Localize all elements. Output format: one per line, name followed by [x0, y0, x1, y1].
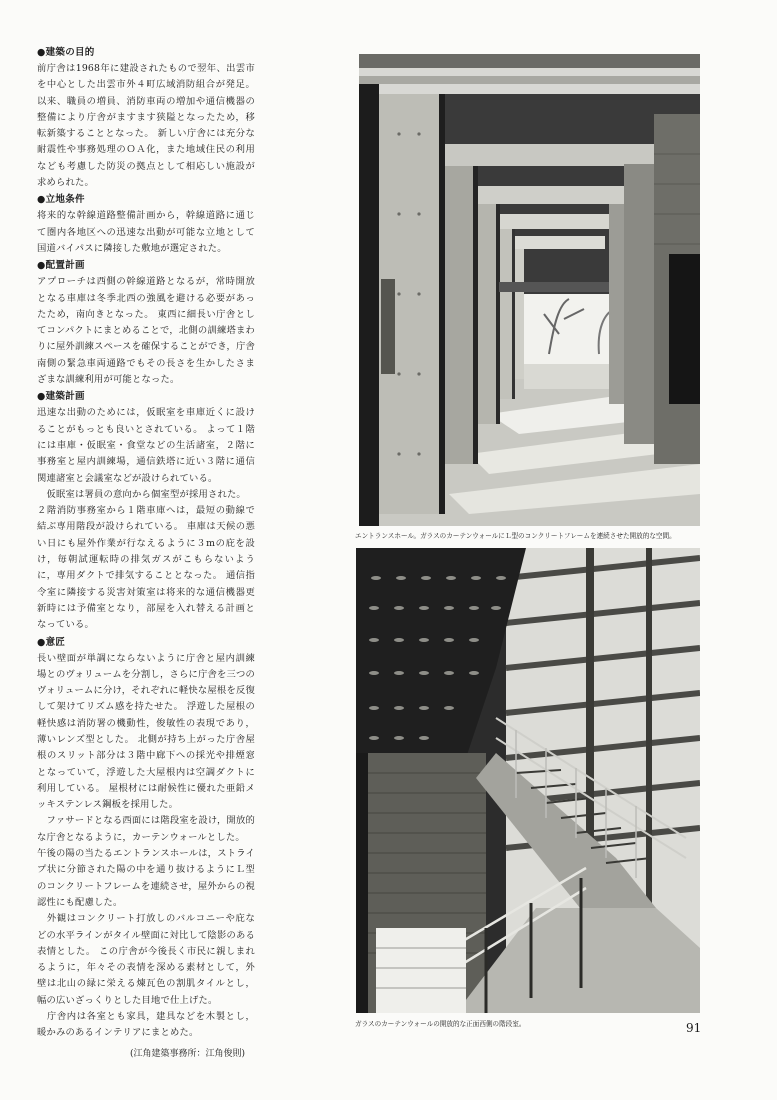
text-column [37, 44, 255, 1062]
section-design [37, 634, 255, 1042]
entrance-hall-caption: エントランスホール。ガラスのカーテンウォールにＬ型のコンクリートフレームを連続させた開放的な空間。 [355, 532, 676, 540]
stairwell-caption: ガラスのカーテンウォールの開放的な正面西側の階段室。 [355, 1020, 526, 1028]
body-paragraph: 仮眠室は署員の意向から個室型が採用された。 [37, 488, 246, 500]
section-purpose [37, 44, 255, 191]
body-paragraph: 外観はコンクリート打放しのバルコニーや庇などの水平ラインがタイル壁面に対比して陰影のある表情とした。 この庁舎が今後長く市民に親しまれるように，年々その表情を深める素材として，外壁は北山の緑に栄える煉瓦色の割肌タイルとし，幅の広いざっくりとした目地で仕上げた。 [37, 913, 255, 1006]
section-heading: ●意匠 [37, 636, 66, 648]
page-number: 91 [686, 1021, 702, 1035]
section-heading: ●配置計画 [37, 260, 85, 272]
entrance-hall-photo [359, 54, 700, 526]
section-layout [37, 257, 255, 388]
body-paragraph: アプローチは西側の幹線道路となるが，常時開放となる車庫は冬季北西の強風を避ける必要があったため，南向きとなった。 東西に細長い庁舎としてコンパクトにまとめることで，北側の訓練塔まわりに屋外訓練スペースを確保することができ，庁舎南側の緊急車両通路でもその長さを生かしたさまざまな訓練利用が可能となった。 [37, 276, 255, 386]
body-paragraph: 庁舎内は各室とも家具，建具などを木製とし，暖かみのあるインテリアにまとめた。 [37, 1011, 255, 1039]
section-architecture [37, 388, 255, 633]
stairwell-photo [356, 548, 700, 1013]
body-paragraph: 前庁舎は1968年に建設されたもので翌年、出雲市を中心とした出雲市外４町広域消防組合が発足。 以来、職員の増員、消防車両の増加や通信機器の整備により庁舎がますます狭隘となったため，移転新築することとなった。 新しい庁舎には充分な耐震性や事務処理のＯＡ化，また地域住民の利用なども考慮した防災の拠点として相応しい施設が求められた。 [37, 63, 255, 189]
body-paragraph: 将来的な幹線道路整備計画から，幹線道路に通じて圏内各地区への迅速な出動が可能な立地として国道バイパスに隣接した敷地が選定された。 [37, 210, 255, 254]
body-paragraph: 午後の陽の当たるエントランスホールは，ストライプ状に分節された陽の中を通り抜けるようにＬ型のコンクリートフレームを連続させ，屋外からの視認性にも配慮した。 [37, 848, 255, 908]
body-paragraph: ファサードとなる西面には階段室を設け，開放的な庁舎となるように，カーテンウォールとした。 [37, 815, 255, 843]
body-paragraph: ２階消防事務室から１階車庫へは，最短の動線で結ぶ専用階段が設けられている。 車庫は天候の悪い日にも屋外作業が行なえるように３mの庇を設け，毎朝試運転時の排気ガスがこもらないように，専用ダクトで排気することとなった。 通信指令室に隣接する災害対策室は将来的な通信機器更新時には予備室となり，部屋を入れ替える計画となっている。 [37, 505, 255, 631]
section-heading: ●建築計画 [37, 391, 85, 403]
section-site [37, 191, 255, 257]
author-credit: (江角建築事務所：江角俊則) [129, 1048, 245, 1059]
section-heading: ●建築の目的 [37, 47, 95, 58]
body-paragraph: 迅速な出動のためには，仮眠室を車庫近くに設けることがもっとも良いとされている。 よって１階には車庫・仮眠室・食堂などの生活諸室，２階に事務室と屋内訓練場，通信鉄塔に近い３階に通信関連諸室と会議室などが設けられている。 [37, 407, 255, 484]
section-heading: ●立地条件 [37, 194, 85, 206]
body-paragraph: 長い壁面が単調にならないように庁舎と屋内訓練場とのヴォリュームを分割し，さらに庁舎を三つのヴォリュームに分け，それぞれに軽快な屋根を反復して架けてリズム感を持たせた。 浮遊した屋根の軽快感は消防署の機動性，俊敏性の表現であり，薄いレンズ型とした。 北側が持ち上がった庁舎屋根のスリット部分は３階中廊下への採光や排煙窓となっていて，浮遊した大屋根内は空調ダクトに利用している。 屋根材には耐候性に優れた亜鉛メッキステンレス鋼板を採用した。 [37, 652, 255, 811]
